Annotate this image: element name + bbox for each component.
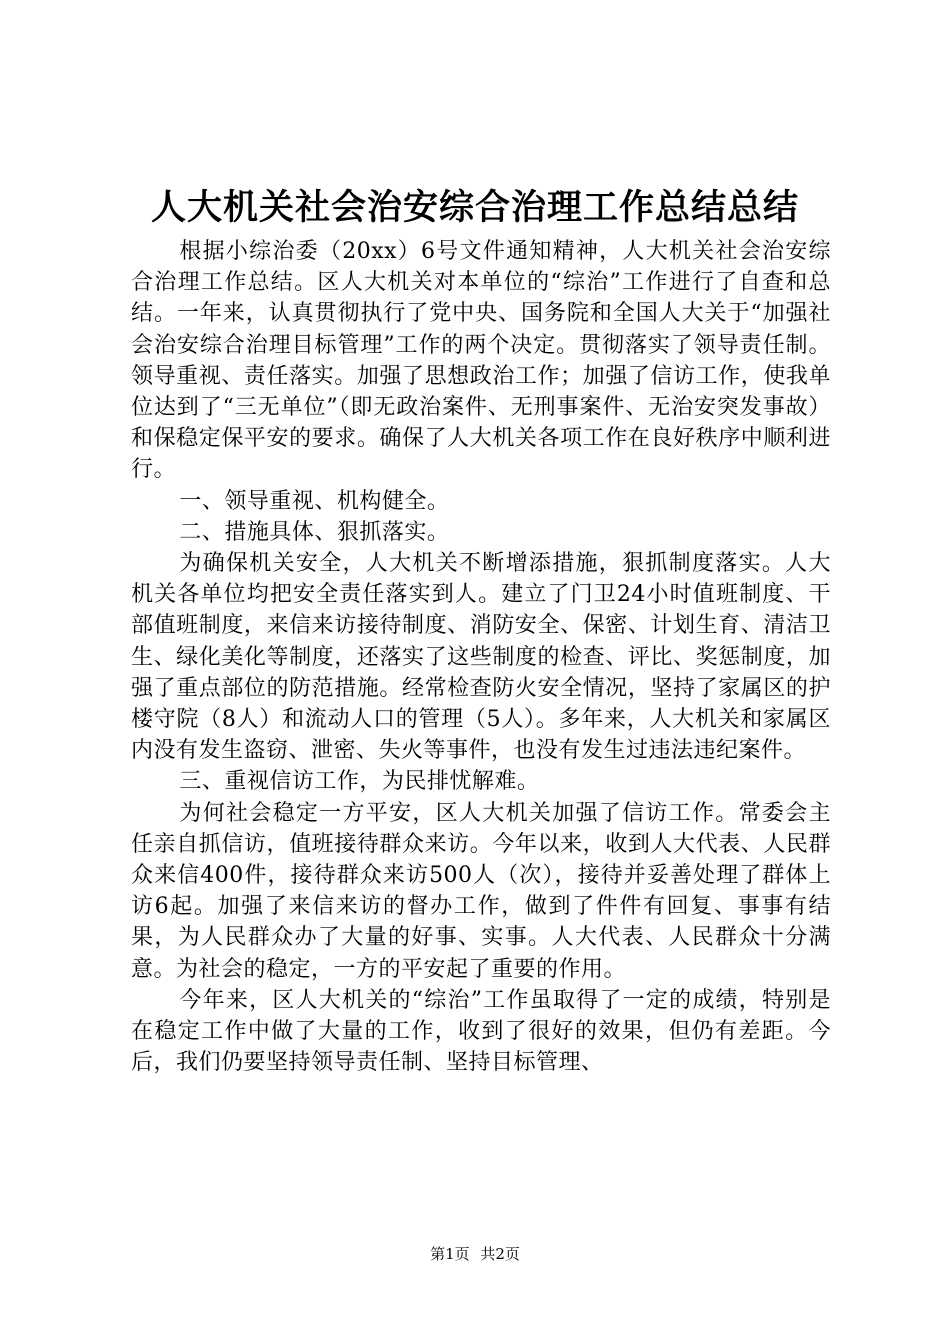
paragraph-measures: 为确保机关安全，人大机关不断增添措施，狠抓制度落实。人大机关各单位均把安全责任落实到人。建立了门卫24小时值班制度、干部值班制度，来信来访接待制度、消防安全、保密、计划生育、清洁卫生、绿化美化等制度，还落实了这些制度的检查、评比、奖惩制度，加强了重点部位的防范措施。经常检查防火安全情况，坚持了家属区的护楼守院（8人）和流动人口的管理（5人）。多年来，人大机关和家属区内没有发生盗窃、泄密、失火等事件，也没有发生过违法违纪案件。 — [131, 551, 831, 764]
paragraph-petitions: 为何社会稳定一方平安，区人大机关加强了信访工作。常委会主任亲自抓信访，值班接待群众来访。今年以来，收到人大代表、人民群众来信400件，接待群众来访500人（次），接待并妥善处理了群体上访6起。加强了来信来访的督办工作，做到了件件有回复、事事有结果，为人民群众办了大量的好事、实事。人大代表、人民群众十分满意。为社会的稳定，一方的平安起了重要的作用。 — [131, 800, 831, 982]
section-heading-1: 一、领导重视、机构健全。 — [179, 488, 450, 514]
paragraph-intro: 根据小综治委（20xx）6号文件通知精神，人大机关社会治安综合治理工作总结。区人大机关对本单位的“综治”工作进行了自查和总结。一年来，认真贯彻执行了党中央、国务院和全国人大关于“加强社会治安综合治理目标管理”工作的两个决定。贯彻落实了领导责任制。领导重视、责任落实。加强了思想政治工作；加强了信访工作，使我单位达到了“三无单位”（即无政治案件、无刑事案件、无治安突发事故）和保稳定保平安的要求。确保了人大机关各项工作在良好秩序中顺利进行。 — [131, 239, 831, 483]
document-title: 人大机关社会治安综合治理工作总结总结 — [150, 187, 799, 228]
section-heading-3: 三、重视信访工作，为民排忧解难。 — [179, 769, 540, 795]
page-footer — [0, 1244, 950, 1264]
paragraph-conclusion: 今年来，区人大机关的“综治”工作虽取得了一定的成绩，特别是在稳定工作中做了大量的工作，收到了很好的效果，但仍有差距。今后，我们仍要坚持领导责任制、坚持目标管理、 — [131, 987, 831, 1076]
page-number: 第1页 — [430, 1245, 470, 1263]
section-heading-2: 二、措施具体、狠抓落实。 — [179, 519, 450, 545]
page-total: 共2页 — [480, 1245, 520, 1263]
document-body — [131, 236, 831, 1078]
